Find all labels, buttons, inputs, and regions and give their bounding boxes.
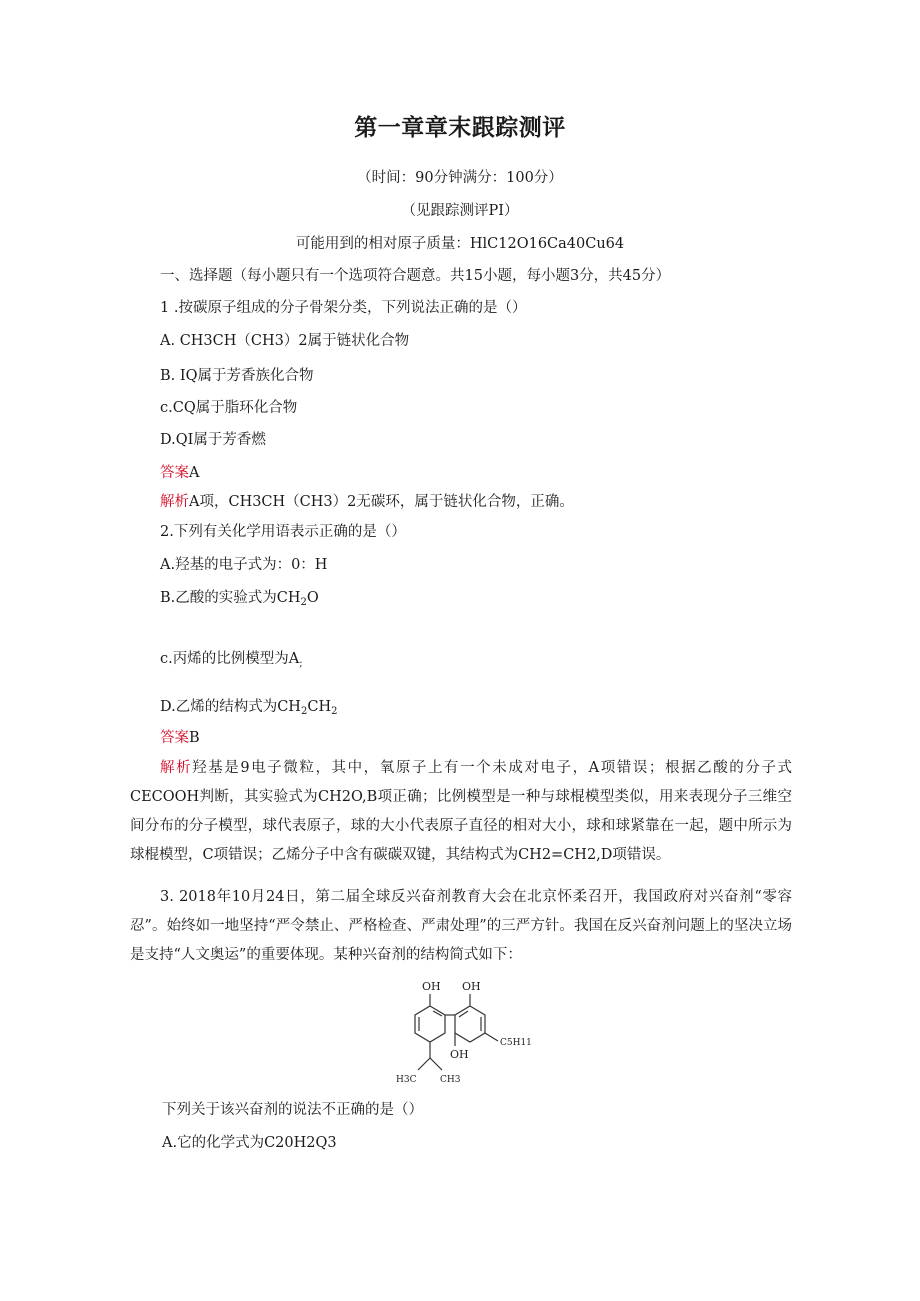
analysis-label: 解析 — [160, 760, 193, 776]
answer-value: A — [189, 465, 200, 481]
q1-option-b: B. IQ属于芳香族化合物 — [160, 368, 314, 384]
methyl-label: CH3 — [440, 1075, 461, 1085]
pentyl-label: C5H11 — [500, 1038, 532, 1048]
q1-option-c: c.CQ属于脂环化合物 — [160, 400, 298, 416]
q2-stem: 2.下列有关化学用语表示正确的是（） — [160, 524, 406, 540]
atomic-mass-note: 可能用到的相对原子质量：HlC12O16Ca40Cu64 — [295, 236, 625, 252]
q2-option-a: A.羟基的电子式为：0：H — [160, 557, 328, 573]
q1-answer — [160, 463, 199, 483]
q1-analysis — [160, 492, 574, 512]
oh-label: OH — [450, 1048, 469, 1061]
reference-note: （见跟踪测评PI） — [401, 203, 519, 219]
analysis-label: 解析 — [160, 494, 189, 510]
oh-label: OH — [422, 980, 441, 993]
q3-option-a: A.它的化学式为C20H2Q3 — [162, 1135, 337, 1151]
time-info: （时间：90分钟满分：100分） — [357, 170, 563, 186]
q1-option-d: D.QI属于芳香燃 — [160, 432, 266, 448]
q2-option-c: c.丙烯的比例模型为$A_;$ — [160, 651, 303, 669]
answer-label: 答案 — [160, 730, 189, 746]
q2-option-b: B.乙酸的实验式为$CH_2O$ — [160, 590, 319, 608]
q2-option-d: D.乙烯的结构式为$CH_2CH_2$ — [160, 699, 338, 717]
answer-value: B — [189, 730, 200, 746]
q2-answer — [160, 728, 200, 748]
section-heading: 一、选择题（每小题只有一个选项符合题意。共15小题，每小题3分，共45分） — [160, 268, 671, 284]
q3-question: 下列关于该兴奋剂的说法不正确的是（） — [162, 1102, 423, 1118]
q2-analysis — [130, 754, 792, 870]
analysis-text: 羟基是9电子微粒，其中，氧原子上有一个未成对电子，A项错误；根据乙酸的分子式CECOOH判断，其实验式为CH2O,B项正确；比例模型是一种与球棍模型类似，用来表现分子三维空间分布的分子模型，球代表原子，球的大小代表原子直径的相对大小，球和球紧靠在一起，题中所示为球棍模型，C项错误；乙烯分子中含有碳碳双键，其结构式为CH2=CH2,D项错误。 — [130, 760, 793, 863]
q3-stem: 3. 2018年10月24日，第二届全球反兴奋剂教育大会在北京怀柔召开，我国政府对兴奋剂“零容忍”。始终如一地坚持“严令禁止、严格检查、严肃处理”的三严方针。我国在反兴奋剂问题上的坚决立场是支持“人文奥运”的重要体现。某种兴奋剂的结构简式如下： — [130, 889, 792, 963]
analysis-text: A项，CH3CH（CH3）2无碳环，属于链状化合物，正确。 — [189, 494, 574, 510]
page-title: 第一章章末跟踪测评 — [354, 114, 566, 141]
answer-label: 答案 — [160, 465, 189, 481]
methyl-label: H3C — [396, 1075, 417, 1085]
oh-label: OH — [462, 980, 481, 993]
stimulant-structure-diagram — [390, 978, 540, 1090]
q1-option-a: A. CH3CH（CH3）2属于链状化合物 — [160, 333, 410, 349]
q1-stem: 1 .按碳原子组成的分子骨架分类，下列说法正确的是（） — [160, 300, 527, 316]
